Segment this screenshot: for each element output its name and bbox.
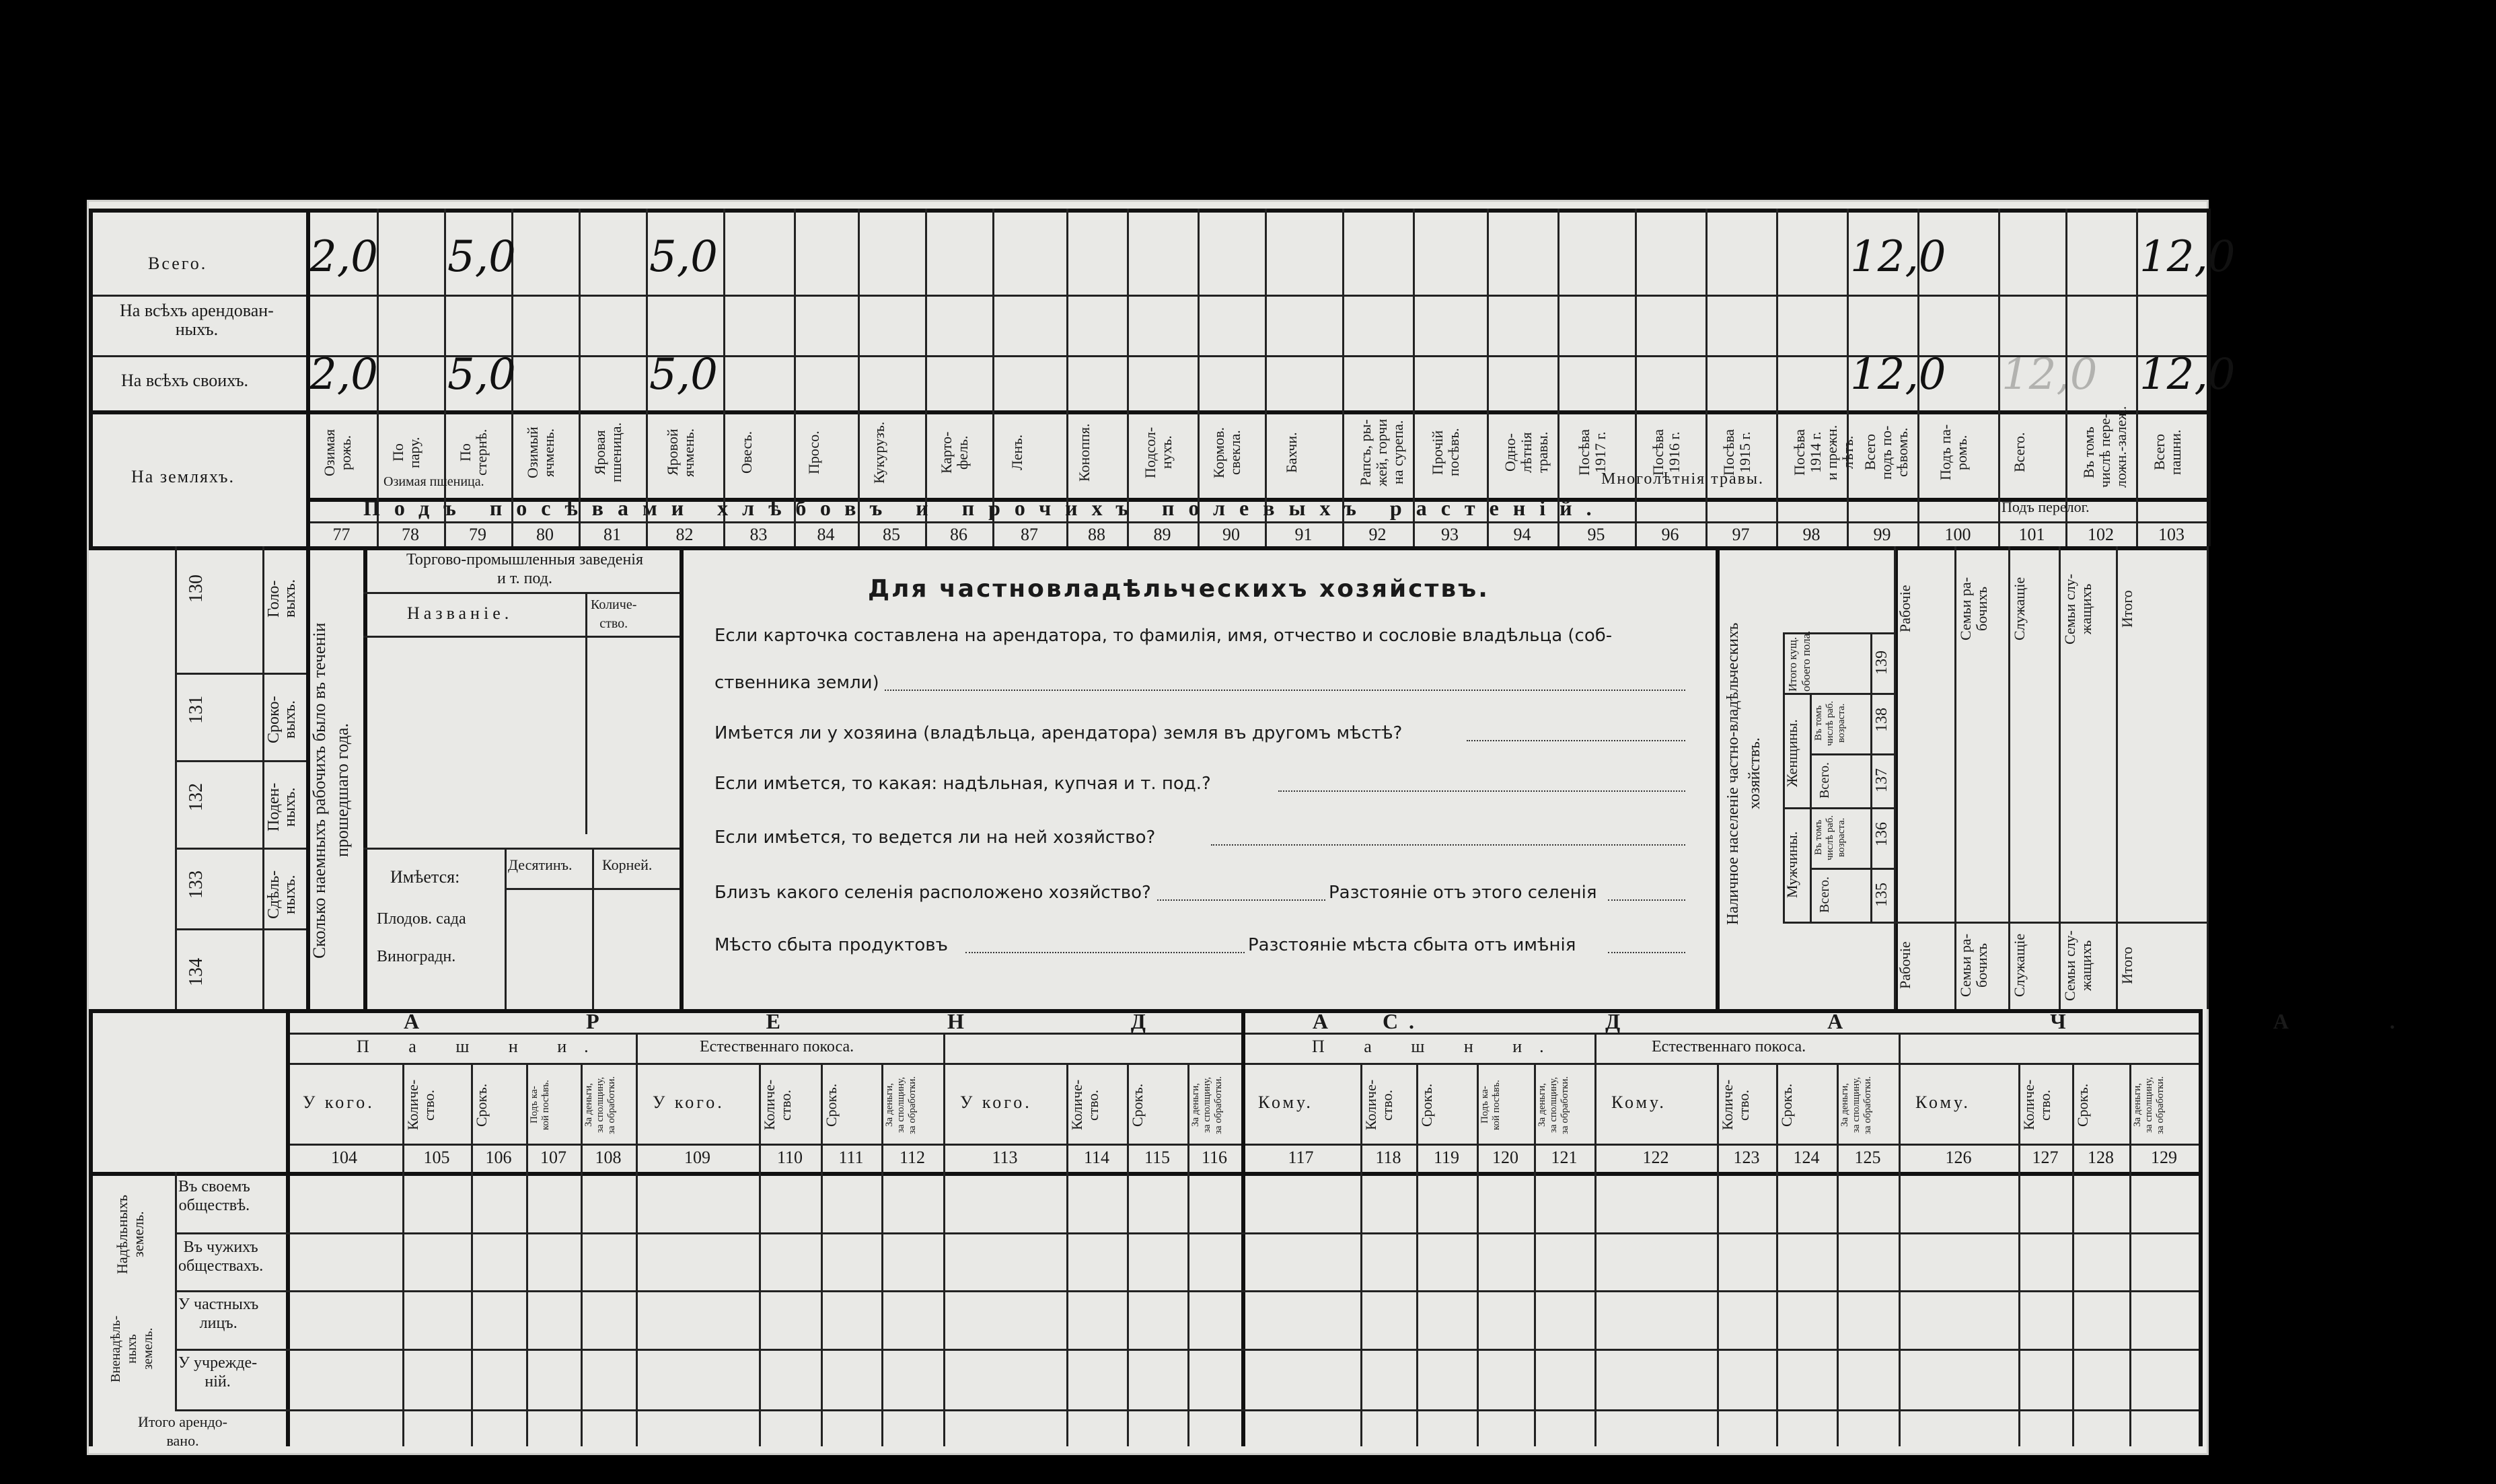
answer-line bbox=[965, 952, 1245, 953]
rule bbox=[1954, 546, 1956, 1009]
pod-perelog-label: Подъ перелог. bbox=[2002, 498, 2090, 515]
lease-column-header: У кого. bbox=[653, 1092, 725, 1112]
column-number: 93 bbox=[1441, 525, 1459, 544]
rule bbox=[1783, 922, 1894, 924]
column-header: Кукурузъ. bbox=[871, 421, 887, 484]
column-header: Одно- лѣтнія травы. bbox=[1501, 431, 1551, 474]
crops-banner: Подъ посѣвами хлѣбовъ и прочихъ полевыхъ растеній. bbox=[363, 496, 1606, 520]
workers-column-header: Семьи слу- жащихъ bbox=[2061, 573, 2094, 644]
row-label-vsego: Всего. bbox=[148, 254, 208, 273]
rule bbox=[89, 1172, 2199, 1176]
lease-column-header: За деньги, за сполщину, за обработки. bbox=[583, 1076, 617, 1134]
handwritten-value: 12,0 bbox=[1850, 232, 1946, 282]
column-header: По пару. bbox=[390, 437, 423, 468]
workers-column-header: Рабочіе bbox=[1897, 941, 1913, 990]
men-label: Мужчины. bbox=[1784, 831, 1800, 898]
lease-column-number: 120 bbox=[1492, 1148, 1518, 1167]
pokos-header: Естественнаго покоса. bbox=[700, 1038, 854, 1055]
rule bbox=[175, 1172, 177, 1409]
column-header: Бахчи. bbox=[1282, 432, 1300, 473]
lease-column-header: За деньги, за сполщину, за обработки. bbox=[1190, 1076, 1224, 1134]
pokos-header: Естественнаго покоса. bbox=[1652, 1038, 1806, 1055]
hired-workers-number: 134 bbox=[186, 958, 207, 986]
column-number: 87 bbox=[1021, 525, 1038, 544]
question-market: Мѣсто сбыта продуктовъ bbox=[714, 935, 948, 955]
rule bbox=[1776, 209, 1778, 546]
rule bbox=[636, 1063, 638, 1446]
lease-column-header: За деньги, за сполщину, за обработки. bbox=[2132, 1076, 2166, 1134]
rule bbox=[363, 636, 680, 638]
lease-column-number: 122 bbox=[1642, 1148, 1669, 1167]
row-label-svoikh: На всѣхъ своихъ. bbox=[121, 371, 249, 390]
rule bbox=[1998, 209, 2000, 546]
lease-column-header: Срокъ. bbox=[1129, 1083, 1146, 1127]
column-number: 79 bbox=[469, 525, 486, 544]
hired-workers-number: 131 bbox=[186, 696, 207, 724]
rule bbox=[286, 1009, 290, 1446]
working-age-label: Въ томъ числѣ раб. возраста. bbox=[1813, 700, 1847, 746]
plodov-label: Плодов. сада bbox=[377, 910, 466, 928]
rule bbox=[1187, 1063, 1189, 1446]
column-header: Посѣва 1917 г. bbox=[1575, 429, 1609, 476]
lease-column-number: 128 bbox=[2088, 1148, 2114, 1167]
column-number: 84 bbox=[817, 525, 835, 544]
answer-line bbox=[885, 690, 1685, 691]
group-label-vnenadelnye: Вненадѣль- ныхъ земель. bbox=[108, 1315, 155, 1382]
lease-column-header: Кому. bbox=[1915, 1092, 1971, 1112]
question-market-distance: Разстояніе мѣста сбыта отъ имѣнія bbox=[1248, 935, 1576, 955]
column-number: 86 bbox=[950, 525, 967, 544]
women-label: Женщины. bbox=[1784, 719, 1800, 788]
rule bbox=[1899, 1063, 1901, 1446]
rule bbox=[1783, 807, 1894, 809]
row-label-uchrezhdeniy: У учрежде- ній. bbox=[178, 1354, 258, 1390]
rule bbox=[89, 1009, 93, 1446]
lease-column-number: 123 bbox=[1733, 1148, 1760, 1167]
total-label: Всего. bbox=[1817, 876, 1832, 914]
lease-column-header: Подъ ка- кой посѣвъ. bbox=[1479, 1080, 1502, 1130]
population-column-number: 137 bbox=[1873, 768, 1891, 792]
ozimaya-pshenitsa-label: Озимая пшеница. bbox=[383, 474, 484, 489]
desyatin-header: Десятинъ. bbox=[508, 856, 573, 873]
column-number: 100 bbox=[1944, 525, 1971, 544]
rule bbox=[943, 1033, 945, 1063]
sdacha-header: С Д А Ч А. bbox=[1383, 1009, 2496, 1033]
row-label-chastnykh: У частныхъ лицъ. bbox=[178, 1296, 259, 1332]
lease-column-number: 114 bbox=[1083, 1148, 1110, 1167]
total-both-sexes: Итого кущ. обоего пола. bbox=[1786, 630, 1812, 692]
workers-column-header: Служащіе bbox=[2011, 577, 2028, 641]
lease-column-number: 117 bbox=[1288, 1148, 1314, 1167]
column-header: Ленъ. bbox=[1008, 434, 1025, 471]
lease-column-number: 108 bbox=[595, 1148, 622, 1167]
workers-column-header: Рабочіе bbox=[1897, 585, 1913, 633]
column-number: 90 bbox=[1222, 525, 1240, 544]
rule bbox=[2116, 546, 2118, 1009]
pashni-header: П а ш н и. bbox=[357, 1037, 606, 1056]
rule bbox=[175, 1409, 2199, 1411]
handwritten-value: 5,0 bbox=[649, 350, 718, 400]
rule bbox=[175, 1349, 2199, 1351]
population-column-number: 139 bbox=[1873, 651, 1891, 675]
lease-column-header: Срокъ. bbox=[1778, 1083, 1795, 1127]
lease-column-header: Подъ ка- кой посѣвъ. bbox=[529, 1080, 551, 1130]
trade-name-header: Названіе. bbox=[407, 603, 513, 623]
hired-workers-label: Голо- выхъ. bbox=[265, 579, 299, 618]
lease-column-header: Кому. bbox=[1611, 1092, 1666, 1112]
lease-column-header: У кого. bbox=[960, 1092, 1032, 1112]
lease-column-header: Срокъ. bbox=[823, 1083, 840, 1127]
population-title: Наличное населеніе частно-владѣльческихъ хозяйствъ. bbox=[1724, 622, 1763, 925]
lease-column-header: Срокъ. bbox=[1418, 1083, 1435, 1127]
column-header: Посѣва 1916 г. bbox=[1649, 429, 1683, 476]
row-label-svoem: Въ своемъ обществѣ. bbox=[178, 1178, 250, 1214]
column-header: Яровой ячмень. bbox=[663, 428, 697, 477]
lease-column-header: Срокъ. bbox=[2074, 1083, 2091, 1127]
arenda-header: А Р Е Н Д А. bbox=[404, 1009, 1496, 1033]
lease-column-number: 111 bbox=[838, 1148, 864, 1167]
column-number: 85 bbox=[883, 525, 900, 544]
lease-column-header: Количе- ство. bbox=[1362, 1079, 1395, 1131]
trade-title: Торгово-промышленныя заведенія и т. под. bbox=[406, 551, 643, 587]
column-header: Всего пашни. bbox=[2150, 429, 2184, 476]
workers-column-header: Служащіе bbox=[2011, 933, 2028, 998]
lease-column-number: 124 bbox=[1793, 1148, 1820, 1167]
rule bbox=[505, 848, 507, 1009]
vinogradn-label: Виноградн. bbox=[377, 948, 456, 965]
rule bbox=[1894, 546, 1896, 1009]
rule bbox=[1477, 1063, 1479, 1446]
hired-workers-number: 130 bbox=[186, 574, 207, 603]
rule bbox=[363, 848, 680, 850]
rule bbox=[636, 1033, 638, 1063]
rule bbox=[2008, 546, 2010, 1009]
korney-header: Корней. bbox=[602, 856, 653, 873]
answer-line bbox=[1608, 899, 1685, 901]
rule bbox=[175, 760, 306, 762]
column-header: Карто- фель. bbox=[938, 431, 971, 474]
column-number: 91 bbox=[1294, 525, 1313, 544]
handwritten-value: 12,0 bbox=[1850, 350, 1946, 400]
column-number: 101 bbox=[2018, 525, 2045, 544]
lease-column-header: Количе- ство. bbox=[404, 1079, 437, 1131]
lease-column-header: За деньги, за сполщину, за обработки. bbox=[1839, 1076, 1873, 1134]
column-header: Овесъ. bbox=[737, 431, 755, 474]
rule bbox=[262, 546, 264, 1009]
lease-column-number: 110 bbox=[776, 1148, 803, 1167]
group-label-nadelnye: Надѣльныхъ земель. bbox=[114, 1195, 147, 1274]
column-number: 92 bbox=[1368, 525, 1387, 544]
lease-column-number: 121 bbox=[1551, 1148, 1578, 1167]
rule bbox=[175, 848, 306, 850]
rule bbox=[175, 1290, 2199, 1292]
lease-column-number: 104 bbox=[331, 1148, 357, 1167]
handwritten-value: 2,0 bbox=[309, 350, 378, 400]
lease-column-number: 116 bbox=[1201, 1148, 1228, 1167]
column-number: 102 bbox=[2088, 525, 2114, 544]
pashni-header: П а ш н и. bbox=[1312, 1037, 1562, 1056]
answer-line bbox=[1211, 844, 1685, 846]
column-number: 97 bbox=[1732, 525, 1750, 544]
handwritten-value: 12,0 bbox=[2139, 350, 2236, 400]
column-header: Просо. bbox=[805, 431, 822, 474]
answer-line bbox=[1157, 899, 1325, 901]
handwritten-value: 5,0 bbox=[447, 232, 516, 282]
row-label-na-zemlyakh: На земляхъ. bbox=[131, 467, 235, 486]
lease-column-number: 113 bbox=[992, 1148, 1018, 1167]
handwritten-value: 12,0 bbox=[2139, 232, 2236, 282]
column-number: 103 bbox=[2158, 525, 2185, 544]
column-number: 95 bbox=[1587, 525, 1605, 544]
population-column-number: 138 bbox=[1873, 708, 1891, 732]
question-owner: Если карточка составлена на арендатора, то фамилія, имя, отчество и сословіе владѣльца (соб- bbox=[714, 626, 1613, 646]
column-header: Подсол- нухъ. bbox=[1141, 426, 1175, 478]
rule bbox=[1716, 546, 1720, 1009]
rule bbox=[306, 521, 2207, 523]
rule bbox=[2207, 546, 2209, 1009]
row-label-itogo: Итого арендо- вано. bbox=[138, 1413, 228, 1449]
rule bbox=[1783, 693, 1894, 695]
lease-column-number: 112 bbox=[899, 1148, 926, 1167]
lease-column-number: 107 bbox=[540, 1148, 566, 1167]
column-header: Коноппя. bbox=[1076, 423, 1093, 482]
column-number: 80 bbox=[536, 525, 554, 544]
question-farming: Если имѣется, то ведется ли на ней хозяйство? bbox=[714, 827, 1156, 848]
rule bbox=[526, 1063, 528, 1446]
rule bbox=[581, 1063, 583, 1446]
handwritten-value: 2,0 bbox=[309, 232, 378, 282]
lease-column-number: 129 bbox=[2151, 1148, 2177, 1167]
column-header: Кормов. свекла. bbox=[1210, 426, 1243, 478]
column-header: Яровая пшеница. bbox=[591, 422, 624, 483]
column-header: Озимая рожь. bbox=[320, 429, 354, 476]
rule bbox=[363, 546, 367, 1009]
lease-column-number: 106 bbox=[485, 1148, 512, 1167]
lease-column-number: 118 bbox=[1375, 1148, 1401, 1167]
column-number: 96 bbox=[1661, 525, 1679, 544]
question-owner-cont: ственника земли) bbox=[714, 673, 879, 693]
rule bbox=[1534, 1063, 1536, 1446]
workers-column-header: Семьи слу- жащихъ bbox=[2061, 930, 2094, 1001]
workers-column-header: Итого bbox=[2119, 590, 2135, 628]
column-header: Прочій посѣвъ. bbox=[1429, 428, 1462, 477]
rule bbox=[1870, 632, 1872, 922]
workers-column-header: Семьи ра- бочихъ bbox=[1957, 933, 1990, 998]
rule bbox=[585, 592, 587, 834]
question-nearest-village: Близъ какого селенія расположено хозяйство? bbox=[714, 883, 1151, 903]
lease-column-header: За деньги, за сполщину, за обработки. bbox=[1537, 1076, 1570, 1134]
answer-line bbox=[1467, 740, 1685, 741]
population-column-number: 136 bbox=[1873, 822, 1891, 846]
rule bbox=[592, 848, 594, 1009]
hired-workers-number: 133 bbox=[186, 870, 207, 899]
hired-workers-number: 132 bbox=[186, 783, 207, 811]
rule bbox=[1241, 1063, 1245, 1446]
lease-column-number: 105 bbox=[423, 1148, 450, 1167]
column-header: Всего подъ по- сѣвомъ. bbox=[1861, 425, 1911, 480]
column-number: 78 bbox=[402, 525, 419, 544]
workers-column-header: Семьи ра- бочихъ bbox=[1957, 577, 1990, 641]
rule bbox=[2059, 546, 2061, 1009]
column-number: 83 bbox=[749, 525, 768, 544]
rule bbox=[2136, 209, 2138, 546]
hired-workers-label: Сроко- выхъ. bbox=[265, 696, 299, 744]
column-number: 77 bbox=[332, 525, 351, 544]
lease-column-header: Количе- ство. bbox=[761, 1079, 794, 1131]
question-land-type: Если имѣется, то какая: надѣльная, купчая и т. под.? bbox=[714, 774, 1211, 794]
population-column-number: 135 bbox=[1873, 883, 1891, 907]
private-farms-title: Для частновладѣльческихъ хозяйствъ. bbox=[868, 575, 1490, 603]
handwritten-value: 12,0 bbox=[2002, 350, 2098, 400]
lease-column-number: 119 bbox=[1433, 1148, 1460, 1167]
lease-column-header: Количе- ство. bbox=[2020, 1079, 2053, 1131]
rule bbox=[1810, 753, 1894, 755]
lease-column-header: Количе- ство. bbox=[1068, 1079, 1101, 1131]
column-header: Озимый ячмень. bbox=[524, 426, 557, 478]
rule bbox=[505, 888, 680, 890]
column-header: Всего. bbox=[2011, 432, 2028, 473]
lease-column-number: 125 bbox=[1854, 1148, 1881, 1167]
column-header: Рапсъ, ры- жей, горчи на сурепа. bbox=[1356, 418, 1406, 486]
row-label-chuzhikh: Въ чужихъ обществахъ. bbox=[178, 1238, 264, 1275]
column-number: 88 bbox=[1088, 525, 1105, 544]
column-number: 89 bbox=[1153, 525, 1171, 544]
column-number: 82 bbox=[675, 525, 694, 544]
rule bbox=[1899, 1033, 1901, 1063]
column-header: Въ томъ числѣ пере- ложн.-залеж. bbox=[2080, 406, 2129, 488]
lease-column-number: 115 bbox=[1144, 1148, 1171, 1167]
workers-column-header: Итого bbox=[2119, 947, 2135, 984]
column-number: 98 bbox=[1802, 525, 1821, 544]
question-village-distance: Разстояніе отъ этого селенія bbox=[1329, 883, 1597, 903]
lease-column-number: 109 bbox=[684, 1148, 710, 1167]
rule bbox=[175, 673, 306, 675]
rule bbox=[881, 1063, 883, 1446]
column-number: 81 bbox=[603, 525, 621, 544]
rule bbox=[2129, 1063, 2131, 1446]
hired-workers-label: Сдѣль- ныхъ. bbox=[265, 870, 299, 920]
handwritten-value: 5,0 bbox=[649, 232, 718, 282]
rule bbox=[1705, 209, 1708, 546]
column-header: Посѣва 1915 г. bbox=[1720, 429, 1753, 476]
total-label: Всего. bbox=[1817, 762, 1832, 799]
lease-column-number: 127 bbox=[2032, 1148, 2059, 1167]
lease-column-number: 126 bbox=[1945, 1148, 1972, 1167]
mnogoletnie-label: Многолѣтнія травы. bbox=[1601, 470, 1765, 488]
rule bbox=[1594, 1033, 1596, 1063]
lease-column-header: Срокъ. bbox=[473, 1083, 490, 1127]
rule bbox=[363, 592, 680, 594]
rule bbox=[680, 546, 684, 1009]
answer-line bbox=[1278, 790, 1685, 792]
hired-workers-label: Поден- ныхъ. bbox=[265, 782, 299, 832]
lease-column-header: У кого. bbox=[303, 1092, 375, 1112]
rule bbox=[89, 209, 93, 546]
hired-workers-title: Сколько наемныхъ рабочихъ было въ теченіи прошедшаго года. bbox=[309, 622, 352, 959]
orchards-label: Имѣется: bbox=[390, 867, 460, 887]
rule bbox=[89, 209, 2207, 213]
lease-column-header: Кому. bbox=[1258, 1092, 1313, 1112]
rule bbox=[1810, 868, 1894, 870]
answer-line bbox=[1608, 952, 1685, 953]
lease-column-header: Количе- ство. bbox=[1719, 1079, 1752, 1131]
column-number: 94 bbox=[1513, 525, 1531, 544]
column-header: По стернѣ. bbox=[457, 429, 490, 476]
working-age-label: Въ томъ числѣ раб. возраста. bbox=[1813, 815, 1847, 860]
column-header: Посѣва 1914 г. и прежн. лѣтъ. bbox=[1790, 424, 1856, 480]
rule bbox=[89, 295, 2207, 297]
row-label-arendovannykh: На всѣхъ арендован- ныхъ. bbox=[120, 301, 274, 339]
question-other-land: Имѣется ли у хозяина (владѣльца, арендатора) земля въ другомъ мѣстѣ? bbox=[714, 723, 1403, 743]
rule bbox=[943, 1063, 945, 1446]
column-header: Подъ па- ромъ. bbox=[1937, 424, 1970, 481]
rule bbox=[175, 1232, 2199, 1234]
column-number: 99 bbox=[1873, 525, 1891, 544]
rule bbox=[175, 546, 177, 1009]
lease-column-header: За деньги, за сполщину, за обработки. bbox=[884, 1076, 918, 1134]
handwritten-value: 5,0 bbox=[447, 350, 516, 400]
rule bbox=[1635, 209, 1637, 546]
rule bbox=[2199, 1009, 2203, 1446]
rule bbox=[1594, 1063, 1596, 1446]
rule bbox=[1894, 922, 2207, 924]
rule bbox=[1847, 209, 1849, 546]
rule bbox=[89, 410, 2207, 414]
rule bbox=[1837, 1063, 1839, 1446]
trade-quantity-header: Количе- ство. bbox=[591, 597, 637, 631]
